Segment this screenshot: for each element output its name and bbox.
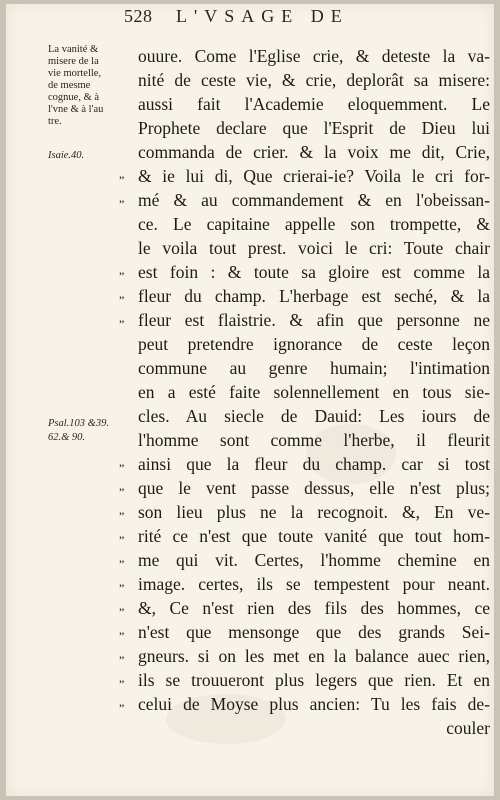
text-line: ouure. Come l'Eglise crie, & deteste la va- (138, 46, 490, 66)
text-line: celui de Moyse plus ancien: Tu les fais de- (138, 694, 490, 714)
running-head: L'VSAGE DE (176, 6, 349, 26)
quote-mark: ” (119, 557, 125, 571)
text-line: commanda de crier. & la voix me dit, Crie, (138, 142, 490, 162)
quote-mark: ” (119, 317, 125, 331)
margin-note: La vanité & (48, 44, 99, 55)
quote-mark: ” (119, 605, 125, 619)
quote-mark: ” (119, 197, 125, 211)
quote-mark: ” (119, 701, 125, 715)
quote-mark: ” (119, 269, 125, 283)
page-number: 528 (124, 6, 153, 26)
text-line: Prophete declare que l'Esprit de Dieu lui (138, 118, 490, 138)
text-line: cles. Au siecle de Dauid: Les iours de (138, 406, 490, 426)
text-line: fleur est flaistrie. & afin que personne ne (138, 310, 490, 330)
text-line: gneurs. si on les met en la balance auec rien, (138, 646, 490, 666)
text-line: nité de ceste vie, & crie, deplorât sa misere: (138, 70, 490, 90)
text-line: rité ce n'est que toute vanité que tout hom- (138, 526, 490, 546)
quote-mark: ” (119, 653, 125, 667)
quote-mark: ” (119, 581, 125, 595)
quote-mark: ” (119, 461, 125, 475)
text-line: l'homme sont comme l'herbe, il fleurit (138, 430, 490, 450)
quote-mark: ” (119, 533, 125, 547)
quote-mark: ” (119, 509, 125, 523)
catchword: couler (446, 718, 490, 738)
text-line: me qui vit. Certes, l'homme chemine en (138, 550, 490, 570)
text-line: est foin : & toute sa gloire est comme la (138, 262, 490, 282)
text-line: ce. Le capitaine appelle son trompette, & (138, 214, 490, 234)
text-line: que le vent passe dessus, elle n'est plus; (138, 478, 490, 498)
text-line: fleur du champ. L'herbage est seché, & la (138, 286, 490, 306)
book-page (6, 4, 494, 796)
margin-note: misere de la (48, 56, 99, 67)
margin-note: vie mortelle, (48, 68, 102, 79)
margin-note: tre. (48, 116, 62, 127)
text-line: commune au genre humain; l'intimation (138, 358, 490, 378)
text-line: son lieu plus ne la recognoit. &, En ve- (138, 502, 490, 522)
quote-mark: ” (119, 293, 125, 307)
text-line: le voila tout prest. voici le cri: Toute chair (138, 238, 490, 258)
text-line: aussi fait l'Academie eloquemment. Le (138, 94, 490, 114)
text-line: & ie lui di, Que crierai-ie? Voila le cri for- (138, 166, 490, 186)
page-header (104, 6, 494, 32)
margin-note: cognue, & à (48, 92, 100, 103)
margin-note: l'vne & à l'au (48, 104, 104, 115)
text-line: mé & au commandement & en l'obeissan- (138, 190, 490, 210)
text-line: en a esté faite solennellement en tous sie- (138, 382, 490, 402)
quote-mark: ” (119, 485, 125, 499)
quote-mark: ” (119, 677, 125, 691)
text-line: n'est que mensonge que des grands Sei- (138, 622, 490, 642)
text-line: image. certes, ils se tempestent pour neant. (138, 574, 490, 594)
quote-mark: ” (119, 629, 125, 643)
text-line: &, Ce n'est rien des fils des hommes, ce (138, 598, 490, 618)
text-line: ils se trouueront plus legers que rien. Et en (138, 670, 490, 690)
margin-note: de mesme (48, 80, 91, 91)
text-line: ainsi que la fleur du champ. car si tost (138, 454, 490, 474)
margin-note-reference: Isaie.40. (48, 150, 85, 161)
margin-note-reference: 62.& 90. (48, 432, 86, 443)
text-line: peut pretendre ignorance de ceste leçon (138, 334, 490, 354)
margin-note-reference: Psal.103 &39. (48, 418, 109, 429)
quote-mark: ” (119, 173, 125, 187)
